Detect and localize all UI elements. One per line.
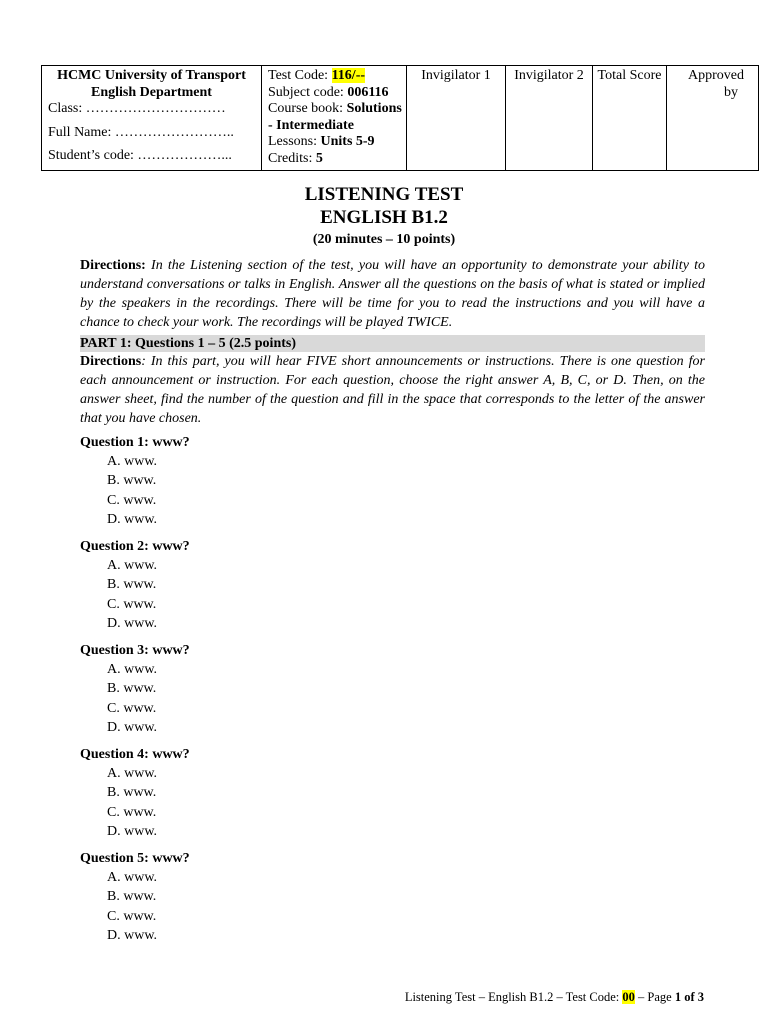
general-directions [80, 256, 705, 332]
option-d: D. www. [107, 824, 158, 840]
option-a: A. www. [107, 766, 158, 781]
question-3 [80, 641, 190, 738]
lessons-line: Lessons: Units 5-9 [268, 134, 375, 149]
option-b: B. www. [107, 577, 157, 593]
option-c: C. www. [107, 908, 157, 924]
option-b: B. www. [107, 681, 157, 697]
test-code-line: Test Code: 116/-- [268, 68, 366, 83]
duration-points: (20 minutes – 10 points) [312, 232, 456, 247]
option-b: B. www. [107, 889, 157, 905]
question-4 [80, 745, 190, 842]
option-c: C. www. [107, 804, 157, 820]
part-1-heading: PART 1: Questions 1 – 5 (2.5 points) [80, 335, 705, 352]
question-5 [80, 849, 190, 946]
directions-text: In the Listening section of the test, you will have an opportunity to demonstrate your ability to understand conversations or talks in English. Answer all the questions on the basis of what is stated or implied by the speakers in the recordings. There will be time for you to read the instructions and you will have a chance to check your work. The recordings will be played TWICE. [80, 258, 705, 330]
test-code-value: 116/-- [331, 68, 366, 83]
option-a: A. www. [107, 454, 158, 469]
directions-label: Directions: [80, 258, 146, 273]
student-code-field: Student’s code: ………………... [48, 148, 232, 163]
question-2 [80, 537, 190, 634]
option-d: D. www. [107, 928, 158, 944]
invigilator-2-cell: Invigilator 2 [506, 66, 593, 171]
question-title: Question 4: www? [80, 747, 190, 762]
full-name-field: Full Name: …………………….. [48, 124, 234, 140]
question-title: Question 3: www? [80, 643, 190, 658]
option-d: D. www. [107, 720, 158, 736]
subject-code-value: 006116 [347, 84, 389, 100]
university-name: HCMC University of Transport [57, 68, 246, 83]
option-a: A. www. [107, 662, 158, 677]
part-1-directions [80, 352, 705, 428]
department-name: English Department [91, 84, 212, 100]
approved-by-cell: Approved by [667, 66, 759, 171]
invigilator-1-cell: Invigilator 1 [407, 66, 506, 171]
question-title: Question 2: www? [80, 539, 190, 554]
option-d: D. www. [107, 512, 158, 528]
course-book-line: Course book: Solutions [268, 101, 402, 116]
part-1-directions-label: Directions [80, 354, 142, 369]
test-info-cell [262, 66, 407, 171]
course-book-line-2: - Intermediate [268, 117, 354, 133]
credits-line: Credits: 5 [268, 150, 323, 166]
page-title: LISTENING TEST [304, 184, 464, 205]
option-b: B. www. [107, 473, 157, 489]
option-a: A. www. [107, 870, 158, 885]
option-c: C. www. [107, 700, 157, 716]
part-1-directions-text: : In this part, you will hear FIVE short announcements or instructions. There is one question for each announcement or instruction. For each question, choose the right answer A, B, C, or D. Then, on the answer sheet, find the number of the question and fill in the space that corresponds to the letter of the answer that you have chosen. [80, 354, 705, 426]
option-c: C. www. [107, 596, 157, 612]
question-1 [80, 433, 190, 530]
question-title: Question 5: www? [80, 851, 190, 866]
student-info-cell [42, 66, 262, 171]
class-field: Class: ………………………… [48, 101, 226, 116]
option-a: A. www. [107, 558, 158, 573]
header-table [41, 65, 759, 171]
page-total: 3 [697, 990, 704, 1004]
page-subtitle: ENGLISH B1.2 [320, 207, 448, 228]
subject-code-line: Subject code: 006116 [268, 84, 389, 100]
footer-test-code: 00 [622, 990, 635, 1004]
option-d: D. www. [107, 616, 158, 632]
page-number: 1 [674, 990, 682, 1004]
option-c: C. www. [107, 492, 157, 508]
total-score-cell: Total Score [593, 66, 667, 171]
option-b: B. www. [107, 785, 157, 801]
question-title: Question 1: www? [80, 435, 190, 450]
page-footer: Listening Test – English B1.2 – Test Code: 00 – Page 1 of 3 [404, 990, 704, 1004]
